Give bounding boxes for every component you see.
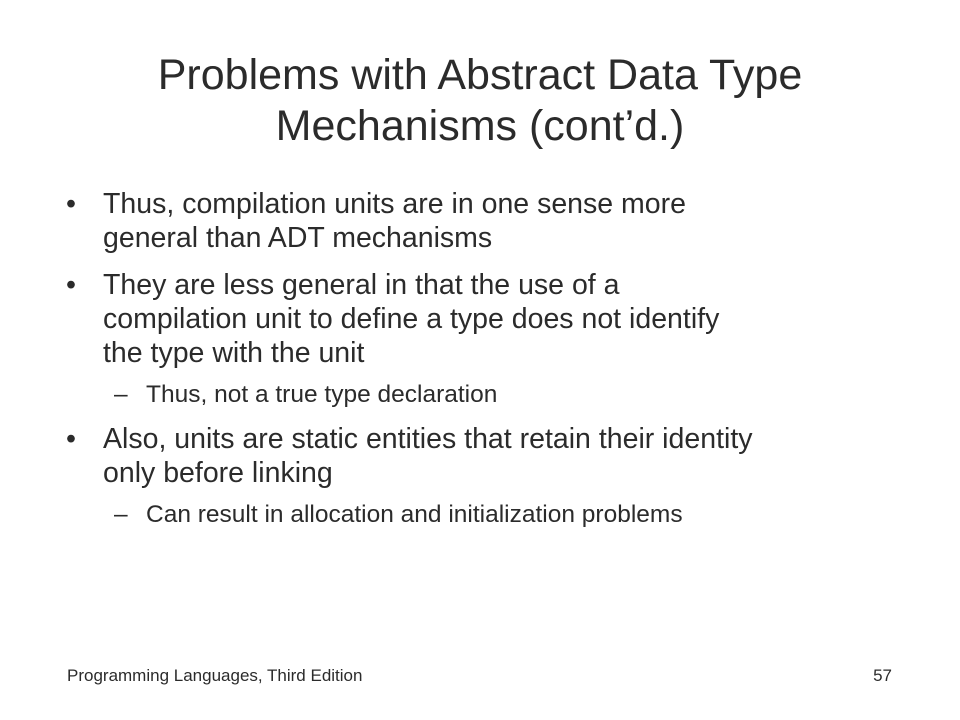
sub-bullet-item-1 bbox=[66, 380, 906, 410]
bullet-1-line-2: general than ADT mechanisms bbox=[103, 222, 493, 254]
bullet-marker: • bbox=[66, 269, 76, 301]
sub-bullet-1-text: Thus, not a true type declaration bbox=[146, 381, 498, 408]
sub-bullet-marker: – bbox=[114, 381, 128, 408]
bullet-marker: • bbox=[66, 423, 76, 455]
slide-title bbox=[60, 50, 900, 152]
bullet-item-2 bbox=[66, 268, 906, 370]
sub-bullet-2-text: Can result in allocation and initialization problems bbox=[146, 501, 683, 528]
bullet-item-1 bbox=[66, 187, 906, 255]
bullet-2-line-2: compilation unit to define a type does not identify bbox=[103, 303, 720, 335]
bullet-2-line-3: the type with the unit bbox=[103, 337, 365, 369]
bullet-3-line-2: only before linking bbox=[103, 457, 333, 489]
slide-title-line-1: Problems with Abstract Data Type bbox=[157, 51, 803, 99]
footer-book-title: Programming Languages, Third Edition bbox=[67, 666, 363, 685]
bullet-item-3 bbox=[66, 422, 906, 490]
bullet-3-line-1: Also, units are static entities that retain their identity bbox=[103, 423, 753, 455]
bullet-2-line-1: They are less general in that the use of a bbox=[103, 269, 620, 301]
footer-page-number: 57 bbox=[873, 666, 892, 685]
bullet-list bbox=[66, 187, 906, 542]
bullet-1-line-1: Thus, compilation units are in one sense more bbox=[103, 188, 686, 220]
sub-bullet-item-2 bbox=[66, 500, 906, 530]
sub-bullet-marker: – bbox=[114, 501, 128, 528]
bullet-marker: • bbox=[66, 188, 76, 220]
slide-title-line-2: Mechanisms (cont’d.) bbox=[275, 102, 685, 150]
